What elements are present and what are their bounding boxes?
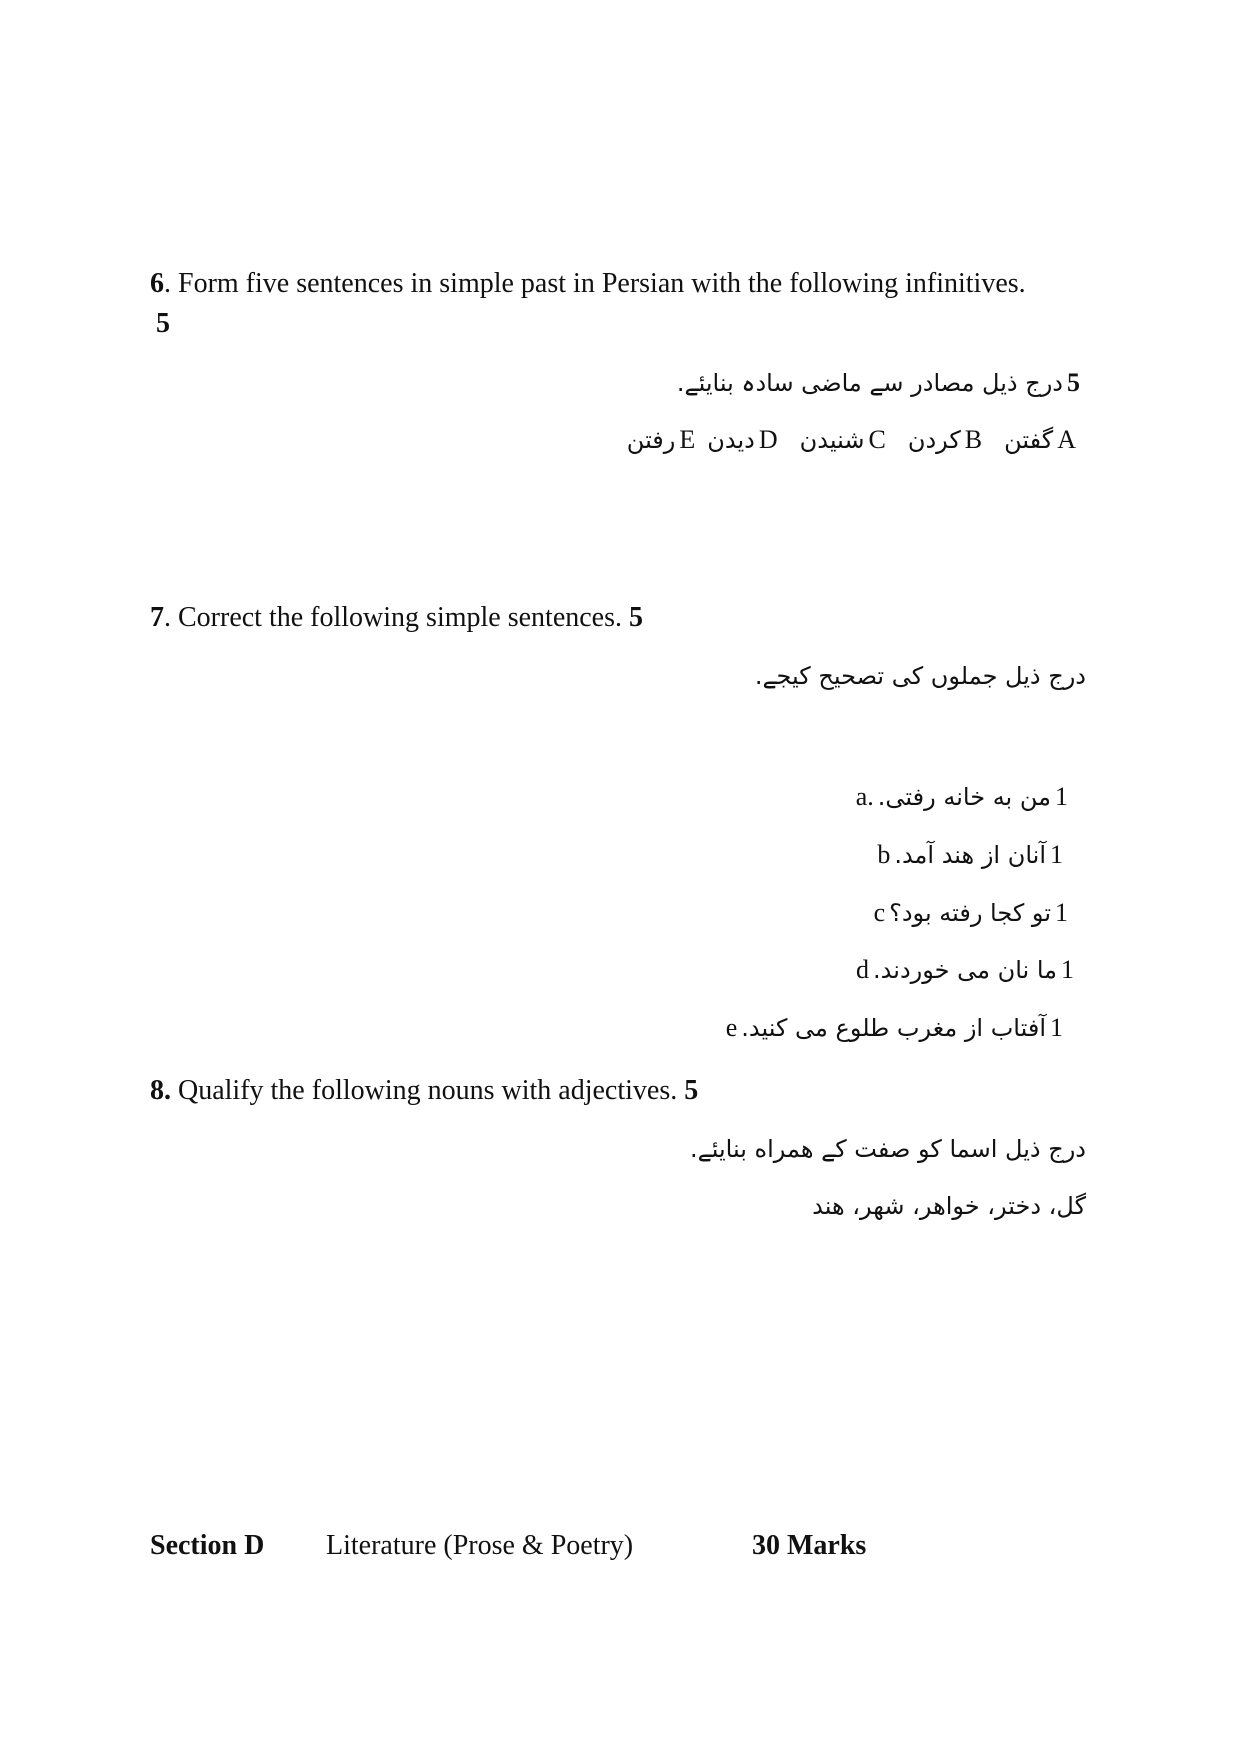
q7-urdu-instruction-line bbox=[755, 662, 1086, 690]
q8-nouns: گل، دختر، خواهر، شهر، هند bbox=[812, 1192, 1086, 1220]
q7-number: 7 bbox=[150, 602, 164, 633]
q6-infinitives-list bbox=[627, 425, 1076, 455]
q8-text: Qualify the following nouns with adjectives. bbox=[178, 1075, 678, 1106]
q7-item-e: e آفتاب از مغرب طلوع می کنید. 1 bbox=[725, 1013, 1063, 1042]
q6-text: . Form five sentences in simple past in Persian with the following infinitives. bbox=[164, 268, 1026, 299]
section-title: Section D bbox=[150, 1530, 265, 1561]
infinitive-item-b: B کردن bbox=[907, 425, 983, 454]
q7-text: . Correct the following simple sentences. bbox=[164, 602, 622, 633]
q7-marks: 5 bbox=[629, 602, 643, 633]
infinitive-item-d: D دیدن bbox=[707, 425, 778, 454]
q7-item-c: c تو کجا رفته بود؟ 1 bbox=[873, 898, 1068, 927]
q6-urdu-instruction-line bbox=[677, 368, 1086, 398]
q7-item-a: a. من به خانه رفتی. 1 bbox=[855, 782, 1068, 811]
q7-item-b: b آنان از هند آمد. 1 bbox=[877, 840, 1063, 869]
q8-marks: 5 bbox=[684, 1075, 699, 1106]
infinitive-item-c: C شنیدن bbox=[799, 425, 886, 454]
q6-marks: 5 bbox=[156, 308, 170, 339]
q6-number: 6 bbox=[150, 268, 164, 299]
q8-heading bbox=[150, 1075, 698, 1107]
section-marks: 30 Marks bbox=[752, 1530, 867, 1561]
q8-urdu-instruction: درج ذیل اسما کو صفت کے همراه بنایئے. bbox=[690, 1135, 1086, 1163]
infinitive-item-a: A گفتن bbox=[1004, 425, 1076, 454]
section-subtitle: Literature (Prose & Poetry) bbox=[326, 1530, 634, 1561]
q6-urdu-instruction: درج ذیل مصادر سے ماضی سادہ بنایئے. bbox=[676, 369, 1063, 397]
q8-urdu-instruction-line bbox=[690, 1135, 1086, 1163]
q6-urdu-marks: 5 bbox=[1067, 368, 1080, 397]
q8-nouns-line bbox=[812, 1192, 1086, 1220]
q7-urdu-instruction: درج ذیل جملوں کی تصحیح کیجے. bbox=[754, 662, 1086, 690]
q6-heading bbox=[150, 268, 1026, 300]
q7-heading bbox=[150, 602, 643, 634]
infinitive-item-e: E رفتن bbox=[626, 425, 696, 454]
q8-number: 8. bbox=[150, 1075, 171, 1106]
q7-item-d: d ما نان می خوردند. 1 bbox=[856, 955, 1074, 984]
